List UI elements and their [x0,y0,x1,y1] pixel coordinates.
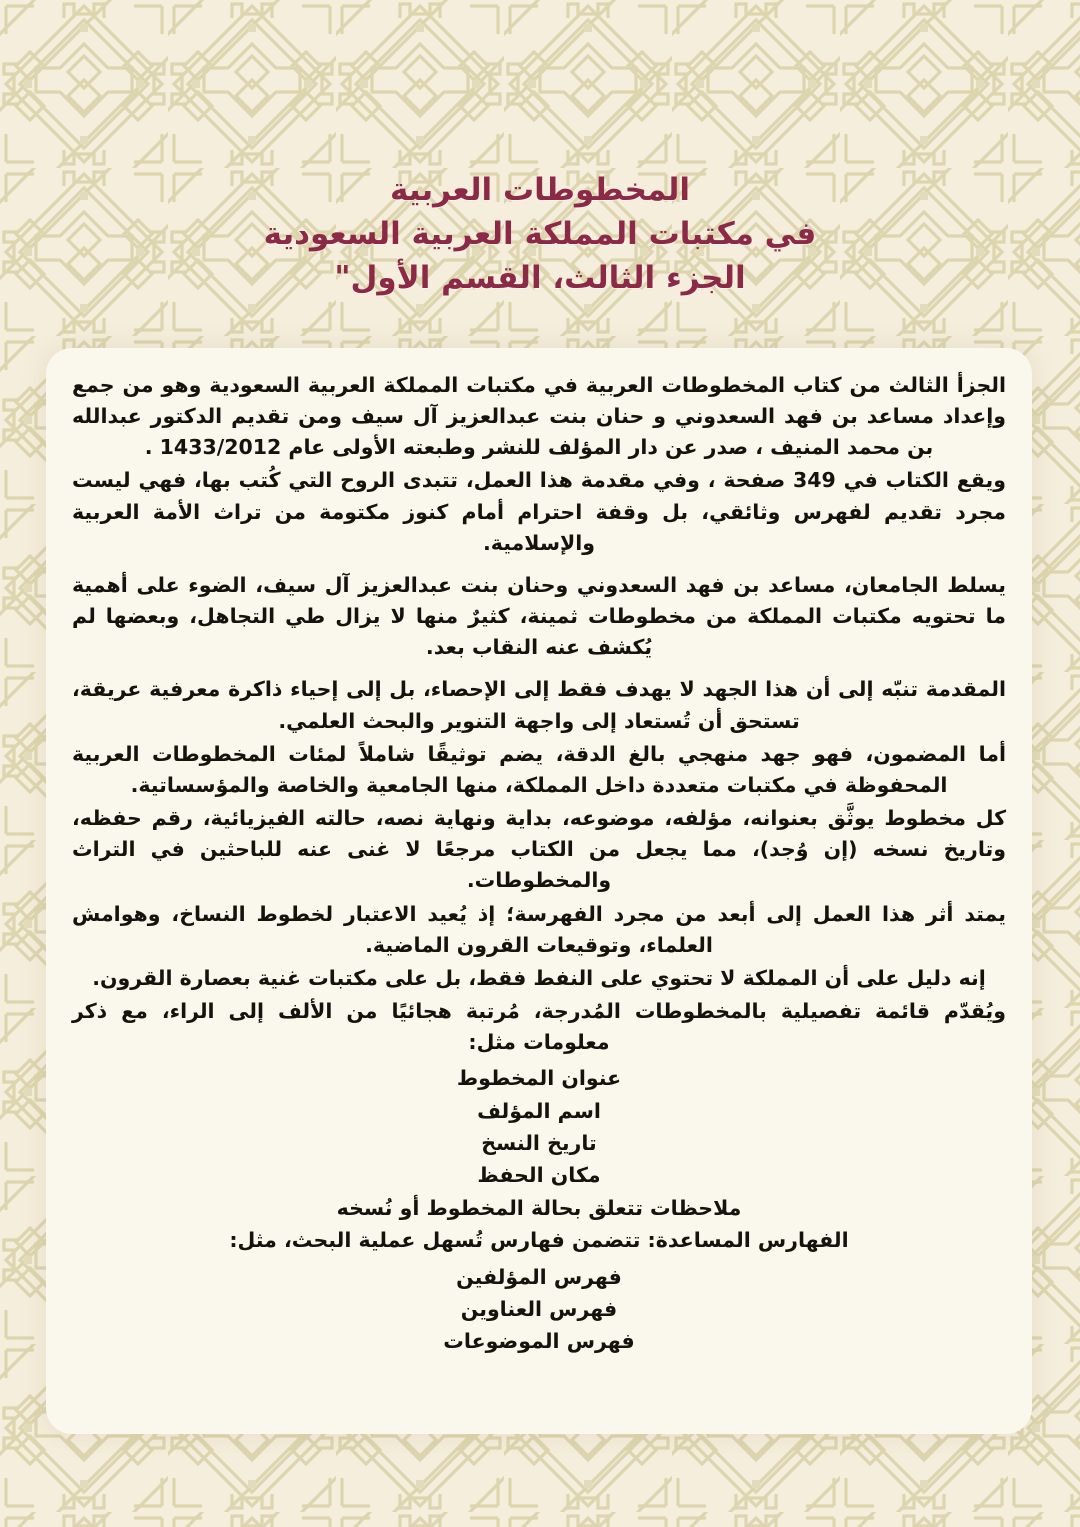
list-item: ملاحظات تتعلق بحالة المخطوط أو نُسخه [336,1195,742,1220]
body-paragraph: الجزأ الثالث من كتاب المخطوطات العربية في مكتبات المملكة العربية السعودية وهو من جمع وإعداد مساعد بن فهد السعدوني و حنان بنت عبدالعزيز آل سيف ومن تقديم الدكتور عبدالله بن محمد المنيف ، صدر عن دار المؤلف للنشر وطبعته الأولى عام 1433/2012 . [72,373,1006,460]
list-item: اسم المؤلف [477,1098,601,1123]
list-item: تاريخ النسخ [481,1131,597,1156]
auxiliary-indices-intro: الفهارس المساعدة: تتضمن فهارس تُسهل عملية البحث، مثل: [229,1228,849,1253]
body-paragraph: إنه دليل على أن المملكة لا تحتوي على النفط فقط، بل على مكتبات غنية بعصارة القرون. [92,965,986,990]
list-item: مكان الحفظ [477,1163,601,1188]
manuscript-field-list [72,1062,1006,1224]
body-paragraph: أما المضمون، فهو جهد منهجي بالغ الدقة، يضم توثيقًا شاملاً لمئات المخطوطات العربية المحفوظة في مكتبات متعددة داخل المملكة، منها الجامعية والخاصة والمؤسساتية. [72,741,1006,797]
body-paragraph: يسلط الجامعان، مساعد بن فهد السعدوني وحنان بنت عبدالعزيز آل سيف، الضوء على أهمية ما تحتويه مكتبات المملكة من مخطوطات ثمينة، كثيرٌ منها لا يزال طي التجاهل، وبعضها لم يُكشف عنه النقاب بعد. [72,572,1006,660]
body-paragraph: كل مخطوط يوثَّق بعنوانه، مؤلفه، موضوعه، بداية ونهاية نصه، حالته الفيزيائية، رقم حفظه، وتاريخ نسخه (إن وُجد)، مما يجعل من الكتاب مرجعًا لا غنى عنه للباحثين في التراث والمخطوطات. [72,806,1006,893]
body-paragraph: يمتد أثر هذا العمل إلى أبعد من مجرد الفهرسة؛ إذ يُعيد الاعتبار لخطوط النساخ، وهوامش العلماء، وتوقيعات القرون الماضية. [72,901,1006,957]
list-item: فهرس العناوين [460,1296,618,1321]
body-paragraph: ويُقدّم قائمة تفصيلية بالمخطوطات المُدرجة، مُرتبة هجائيًا من الألف إلى الراء، مع ذكر معلومات مثل: [72,998,1006,1055]
content-card [46,348,1032,1434]
poster-title [0,168,1080,300]
list-item: عنوان المخطوط [456,1066,622,1091]
title-line-3: الجزء الثالث، القسم الأول" [334,260,746,297]
title-line-2: في مكتبات المملكة العربية السعودية [263,216,817,253]
auxiliary-index-list [72,1261,1006,1358]
body-paragraph: المقدمة تنبّه إلى أن هذا الجهد لا يهدف فقط إلى الإحصاء، بل إلى إحياء ذاكرة معرفية عريقة، تستحق أن تُستعاد إلى واجهة التنوير والبحث العلمي. [72,677,1006,733]
body-paragraph: ويقع الكتاب في 349 صفحة ، وفي مقدمة هذا العمل، تتبدى الروح التي كُتب بها، فهي ليست مجرد تقديم لفهرس وثائقي، بل وقفة احترام أمام كنوز مكتومة من تراث الأمة العربية والإسلامية. [72,468,1006,555]
card-content [72,370,1006,1416]
list-item: فهرس المؤلفين [456,1264,622,1289]
title-line-1: المخطوطات العربية [390,172,690,208]
list-item: فهرس الموضوعات [443,1329,635,1354]
